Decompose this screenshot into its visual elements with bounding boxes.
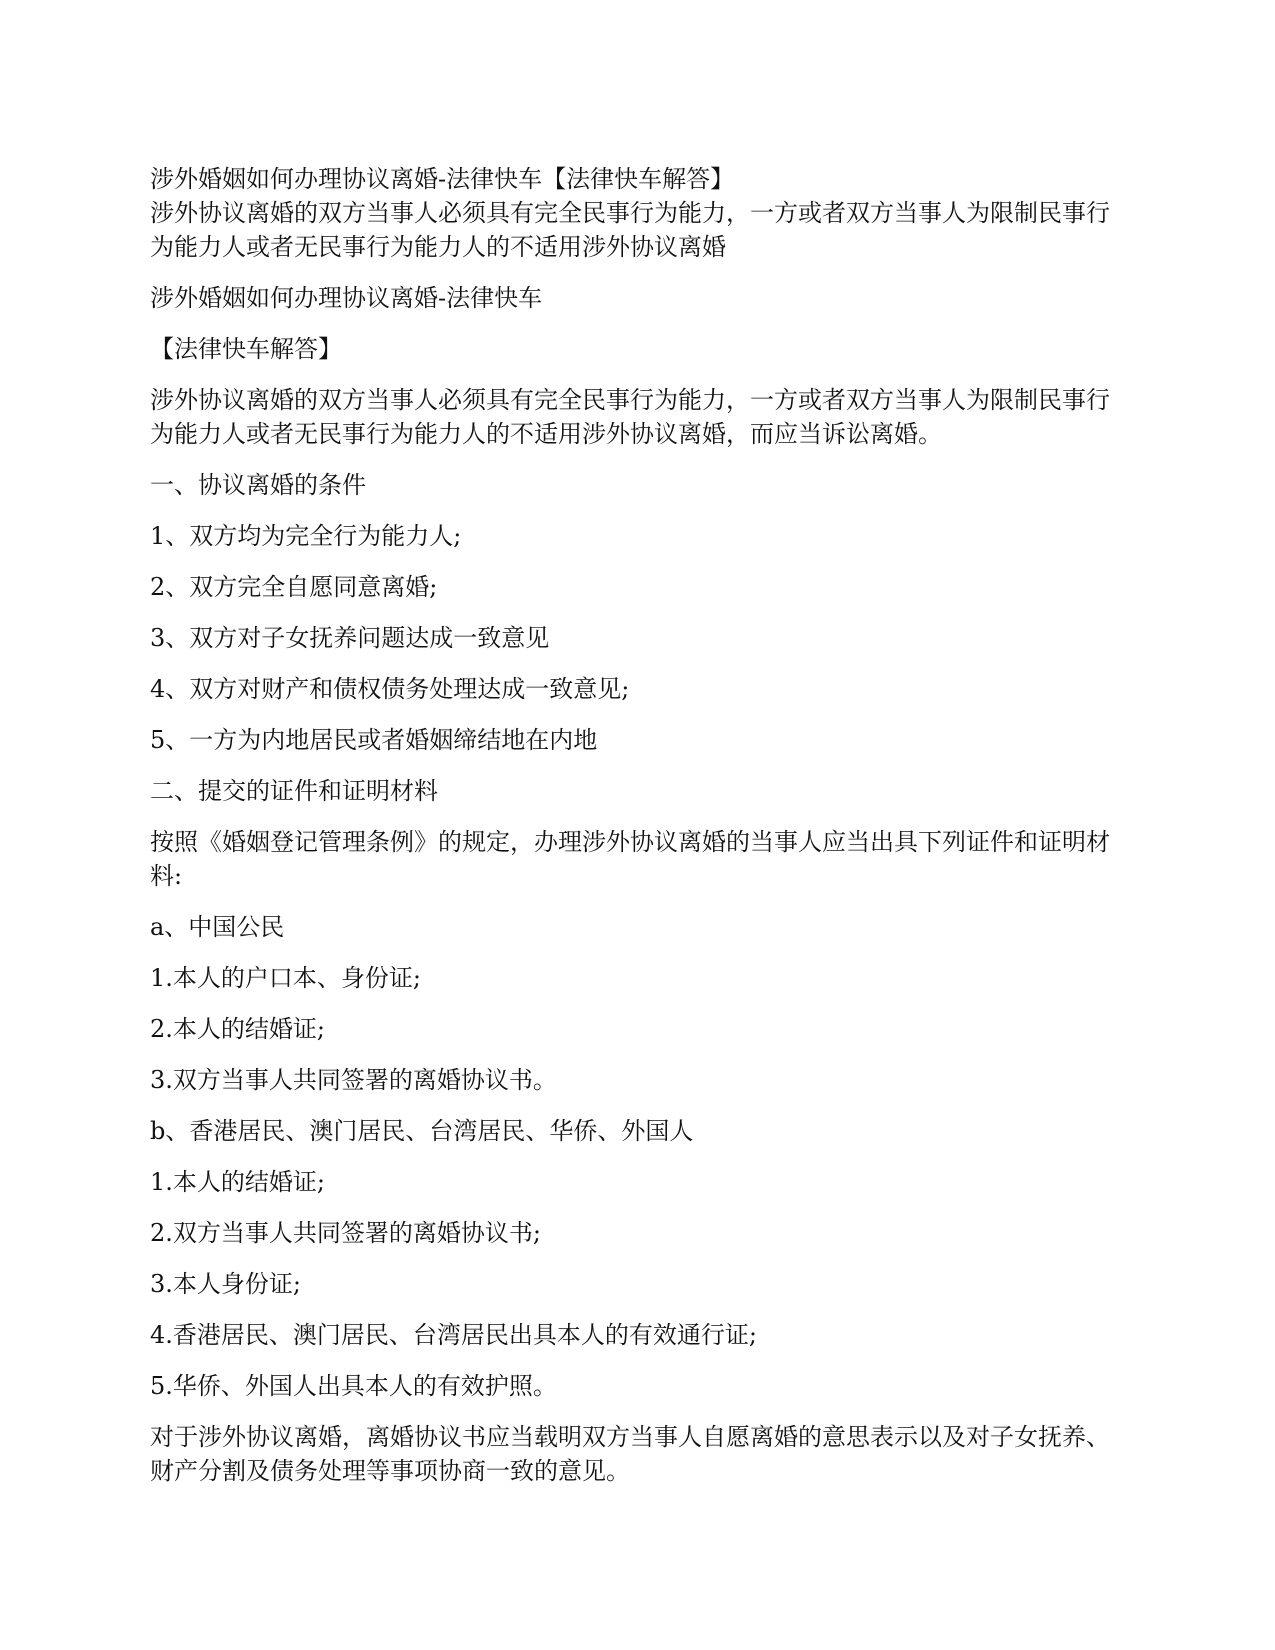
condition-item: 4、双方对财产和债权债务处理达成一致意见;	[150, 675, 630, 703]
group-b-heading: b、香港居民、澳门居民、台湾居民、华侨、外国人	[150, 1117, 694, 1145]
group-b-item: 1.本人的结婚证;	[150, 1168, 325, 1196]
group-b-item: 2.双方当事人共同签署的离婚协议书;	[150, 1219, 541, 1247]
header-title: 涉外婚姻如何办理协议离婚-法律快车【法律快车解答】	[150, 165, 735, 193]
group-a-item: 2.本人的结婚证;	[150, 1015, 325, 1043]
condition-item: 2、双方完全自愿同意离婚;	[150, 573, 438, 601]
section-heading-materials: 二、提交的证件和证明材料	[150, 777, 438, 805]
group-a-item: 1.本人的户口本、身份证;	[150, 964, 421, 992]
group-b-item: 3.本人身份证;	[150, 1270, 301, 1298]
section-heading-conditions: 一、协议离婚的条件	[150, 471, 366, 499]
conclusion-paragraph: 对于涉外协议离婚，离婚协议书应当载明双方当事人自愿离婚的意思表示以及对子女抚养、财产分割及债务处理等事项协商一致的意见。	[150, 1423, 1110, 1485]
group-a-item: 3.双方当事人共同签署的离婚协议书。	[150, 1066, 557, 1094]
answer-label: 【法律快车解答】	[150, 335, 342, 363]
document-page	[150, 162, 1128, 1505]
condition-item: 3、双方对子女抚养问题达成一致意见	[150, 624, 550, 652]
header-summary: 涉外协议离婚的双方当事人必须具有完全民事行为能力，一方或者双方当事人为限制民事行为能力人或者无民事行为能力人的不适用涉外协议离婚	[150, 199, 1110, 261]
group-a-heading: a、中国公民	[150, 913, 285, 941]
materials-intro: 按照《婚姻登记管理条例》的规定，办理涉外协议离婚的当事人应当出具下列证件和证明材料:	[150, 828, 1110, 890]
condition-item: 5、一方为内地居民或者婚姻缔结地在内地	[150, 726, 598, 754]
intro-paragraph: 涉外协议离婚的双方当事人必须具有完全民事行为能力，一方或者双方当事人为限制民事行为能力人或者无民事行为能力人的不适用涉外协议离婚，而应当诉讼离婚。	[150, 386, 1110, 448]
document-title: 涉外婚姻如何办理协议离婚-法律快车	[150, 284, 543, 312]
group-b-item: 4.香港居民、澳门居民、台湾居民出具本人的有效通行证;	[150, 1321, 757, 1349]
group-b-item: 5.华侨、外国人出具本人的有效护照。	[150, 1372, 557, 1400]
condition-item: 1、双方均为完全行为能力人;	[150, 522, 462, 550]
